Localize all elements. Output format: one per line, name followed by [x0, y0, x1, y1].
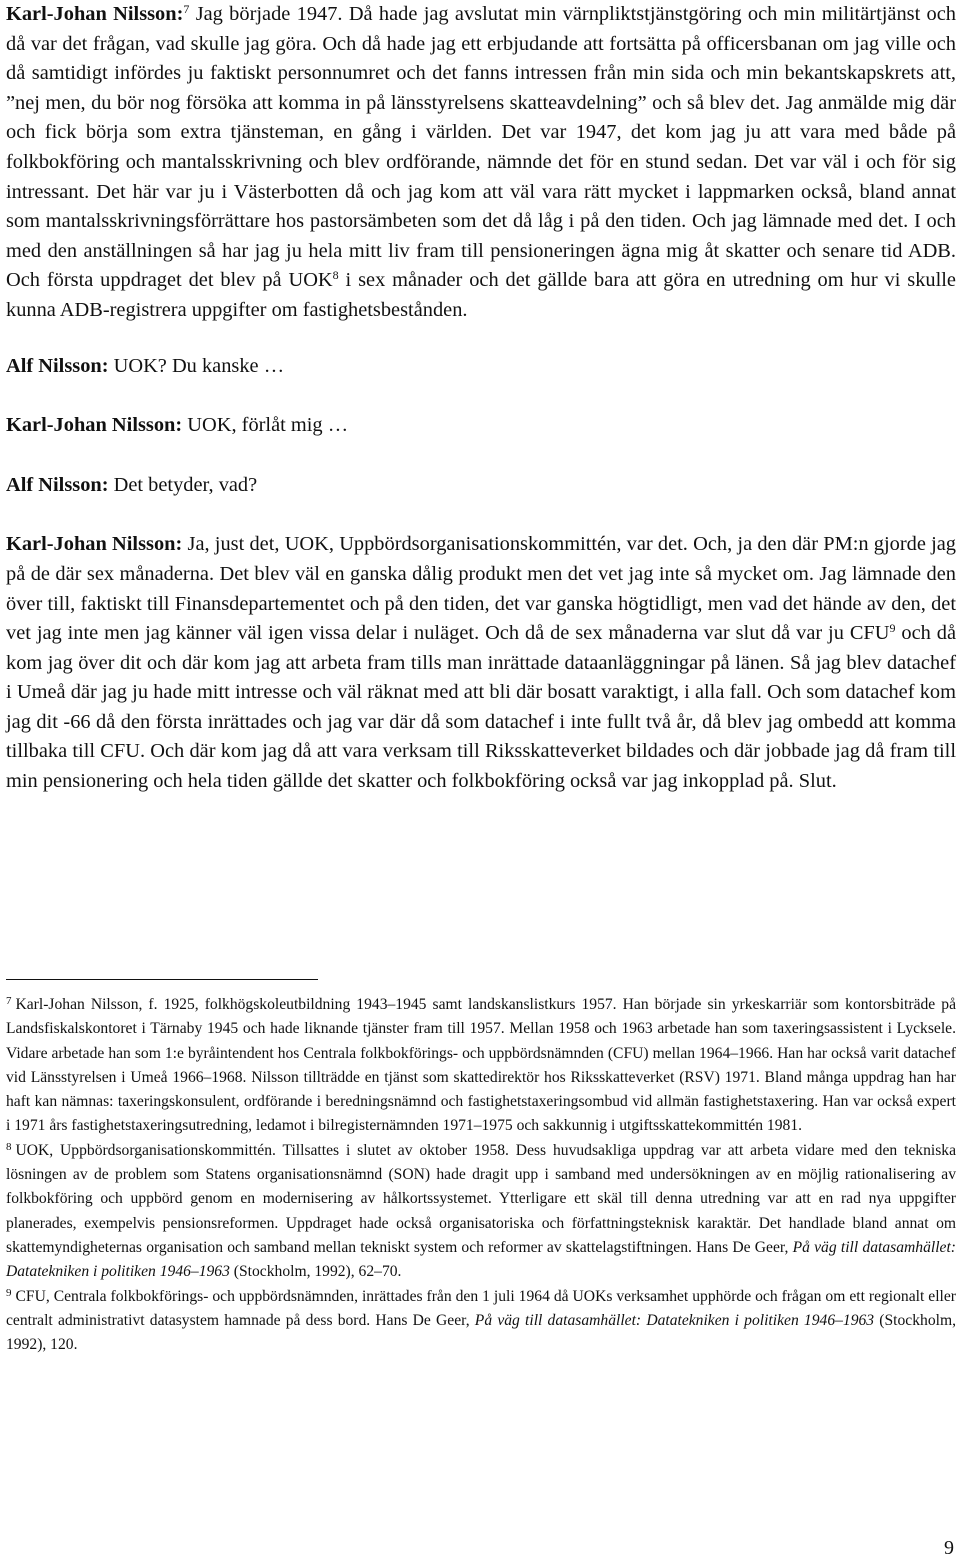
footnote-text: (Stockholm, 1992), 62–70. — [229, 1263, 402, 1281]
footnote-ref-8[interactable]: 8 — [332, 268, 339, 283]
footnotes — [6, 993, 956, 1357]
paragraph-text: UOK, förlåt mig … — [182, 414, 349, 437]
speaker-label: Alf Nilsson: — [6, 354, 109, 377]
paragraph-5 — [6, 530, 956, 796]
book-title: På väg till datasamhället: Datatekniken i politiken 1946–1963 — [6, 1238, 956, 1281]
book-title: På väg till datasamhället: Datatekniken i politiken 1946–1963 — [474, 1311, 875, 1329]
speaker-label: Alf Nilsson: — [6, 473, 109, 496]
speaker-label: Karl-Johan Nilsson: — [6, 414, 183, 437]
main-text — [6, 0, 956, 797]
paragraph-text: UOK? Du kanske … — [108, 354, 285, 377]
footnote-text: (Stockholm, 1992), 120. — [6, 1311, 956, 1354]
paragraph-4 — [6, 471, 956, 501]
page-number: 9 — [944, 1537, 954, 1559]
footnote-text: CFU, Centrala folkbokförings- och uppbördsnämnden, inrättades från den 1 juli 1964 då UOKs verksamhet upphörde och frågan om ett regionalt eller centralt administrativt datasystem hamnade på dess bord. Hans De Geer, — [6, 1287, 956, 1329]
speaker-label: Karl-Johan Nilsson: — [6, 533, 183, 556]
footnote-text: UOK, Uppbördsorganisationskommittén. Tillsattes i slutet av oktober 1958. Dess huvudsakliga uppdrag var att arbeta vidare med den tekniska lösningen av de problem som Statens organisationsnämnd (SON) hade dragit upp i samband med undersökningen av en möjlig rationalisering av folkbokföring och uppbörd genom en modernisering av hålkortssystemet. Ytterligare ett skäl till denna utredning var att en rad nya uppgifter planerades, exempelvis pensionsreformen. Uppdraget hade också organisatoriska och författningsteknisk karaktär. Det handlade bland annat om skattemyndigheternas organisation och samband mellan tekniskt system och reformer av skattelagstiftningen. Hans De Geer, — [6, 1141, 956, 1256]
paragraph-2 — [6, 352, 956, 382]
footnote-number: 8 — [6, 1140, 12, 1153]
footnote-8 — [6, 1139, 956, 1285]
footnote-number: 7 — [6, 995, 12, 1007]
footnote-9 — [6, 1285, 956, 1358]
paragraph-text: Det betyder, vad? — [108, 473, 258, 496]
paragraph-text: Ja, just det, UOK, Uppbördsorganisationskommittén, var det. Och, ja den där PM:n gjorde jag på de där sex månaderna. Det blev väl en ganska dålig produkt men det vet jag inte så mycket om. Jag lämnade den över till, faktiskt till Finansdepartementet och på den tiden, det var ganska högtidligt, men vad det hände av den, det vet jag inte men jag känner väl igen vissa delar i nuläget. Och då de sex månaderna var slut då var ju CFU — [6, 533, 956, 645]
footnote-7 — [6, 993, 956, 1139]
footnote-ref-7[interactable]: 7 — [183, 2, 190, 16]
paragraph-text: Jag började 1947. Då hade jag avslutat min värnpliktstjänstgöring och min militärtjänst och då var det frågan, vad skulle jag göra. Och då hade jag ett erbjudande att fortsätta på officersbanan om jag ville och då samtidigt infördes ju faktiskt personnumret och det fanns intressen från min sida och min bekantskapskrets att, ”nej men, du bör nog försöka att komma in på länsstyrelsens skatteavdelning” och så blev det. Jag anmälde mig där och fick börja som extra tjänsteman, en gång i världen. Det var 1947, det kom jag ju att vara med både på folkbokföring och mantalsskrivning och blev ordförande, nämnde det för en stund sedan. Det var väl i och för sig intressant. Det här var ju i Västerbotten då och jag kom att väl vara rätt mycket i lappmarken också, bland annat som mantalsskrivningsförrättare hos pastorsämbeten som det då låg i på den tiden. Och jag lämnade med det. I och med den anställningen så har jag ju hela mitt liv fram till pensioneringen ägna mig åt skatter och senare tid ADB. Och första uppdraget det blev på UOK — [6, 3, 956, 292]
footnote-divider — [6, 979, 318, 980]
paragraph-3 — [6, 411, 956, 441]
paragraph-text: i sex månader och det gällde bara att göra en utredning om hur vi skulle kunna ADB-registrera uppgifter om fastighetsbestånden. — [6, 269, 956, 321]
speaker-label: Karl-Johan Nilsson: — [6, 3, 184, 25]
footnote-number: 9 — [6, 1286, 12, 1299]
paragraph-1 — [6, 0, 956, 326]
footnote-text: Karl-Johan Nilsson, f. 1925, folkhögskoleutbildning 1943–1945 samt landskanslistkurs 1957. Han började sin yrkeskarriär som kontorsbiträde på Landsfiskalskontoret i Tärnaby 1945 och hade liknande tjänster fram till 1957. Mellan 1958 och 1963 arbetade han som taxeringsassistent i Lycksele. Vidare arbetade han som 1:e byråintendent hos Centrala folkbokförings- och uppbördsnämnden (CFU) mellan 1964–1966. Han har också varit datachef vid Länsstyrelsen i Umeå 1966–1968. Nilsson tillträdde en tjänst som skattedirektör hos Riksskatteverket (RSV) 1971. Bland många uppdrag han har haft kan nämnas: taxeringskonsulent, ordförande i beredningsnämnd och fastighetstaxeringsombud vid allmän fastighetstaxering. Han var också expert i 1971 års fastighetstaxeringsutredning, ledamot i bilregisternämnden 1971–1975 och sakkunnig i utgiftsskattekommittén 1981. — [6, 996, 956, 1135]
paragraph-text: och då kom jag över dit och där kom jag att arbeta fram tills man inrättade dataanläggningar på länen. Så jag blev datachef i Umeå där jag ju hade mitt intresse och väl räknat med att bli där bosatt varaktigt, i alla fall. Och som datachef kom jag dit -66 då den första inrättades och jag var där då som datachef i inte fullt två år, då blev jag ombedd att komma tillbaka till CFU. Och där kom jag då att vara verksam till Riksskatteverket bildades och där jobbade jag då fram till min pensionering och hela tiden gällde det skatter och folkbokföring också var jag inkopplad på. Slut. — [6, 622, 956, 793]
footnote-ref-9[interactable]: 9 — [889, 621, 896, 636]
